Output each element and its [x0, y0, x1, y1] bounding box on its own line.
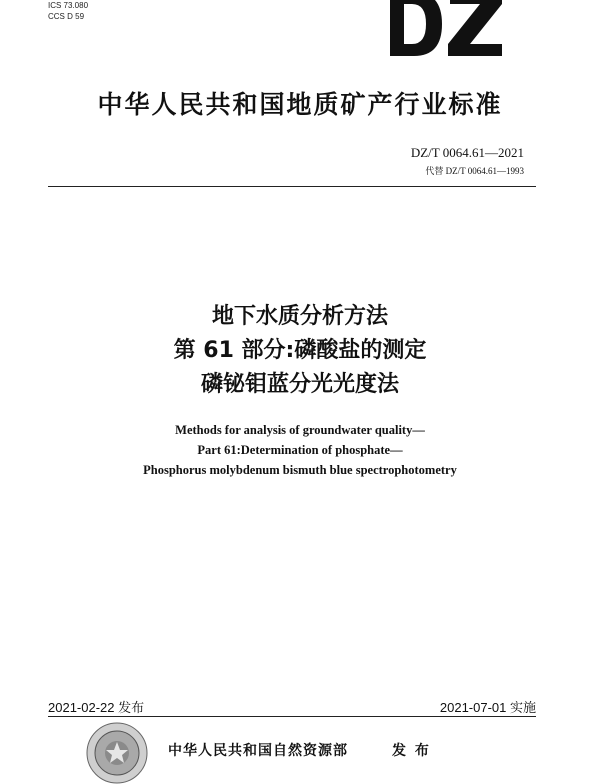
standard-category-title: 中华人民共和国地质矿产行业标准 [97, 90, 503, 119]
title-en-line1: Methods for analysis of groundwater quality— [175, 423, 425, 437]
issue-label: 发 布 [392, 743, 431, 759]
ccs-code: CCS D 59 [48, 12, 85, 21]
ics-code: ICS 73.080 [48, 1, 89, 10]
title-zh-line2: 第 61 部分:磷酸盐的测定 [173, 338, 427, 363]
title-en-line2: Part 61:Determination of phosphate— [197, 443, 403, 457]
footer-divider [48, 716, 536, 717]
header-divider [48, 186, 536, 187]
replaces-note: 代替 DZ/T 0064.61—1993 [425, 166, 524, 176]
standard-number: DZ/T 0064.61—2021 [410, 145, 524, 160]
dz-logo [386, 0, 506, 62]
title-en-line3: Phosphorus molybdenum bismuth blue spectrophotometry [143, 463, 457, 477]
issuing-authority: 中华人民共和国自然资源部 [168, 743, 348, 759]
title-zh-line3: 磷铋钼蓝分光光度法 [200, 372, 399, 397]
national-emblem-seal [86, 722, 148, 784]
publish-date: 2021-02-22 发布 [48, 700, 145, 715]
classification-codes [48, 0, 88, 22]
title-zh-line1: 地下水质分析方法 [211, 304, 388, 329]
implement-date: 2021-07-01 实施 [439, 700, 536, 715]
